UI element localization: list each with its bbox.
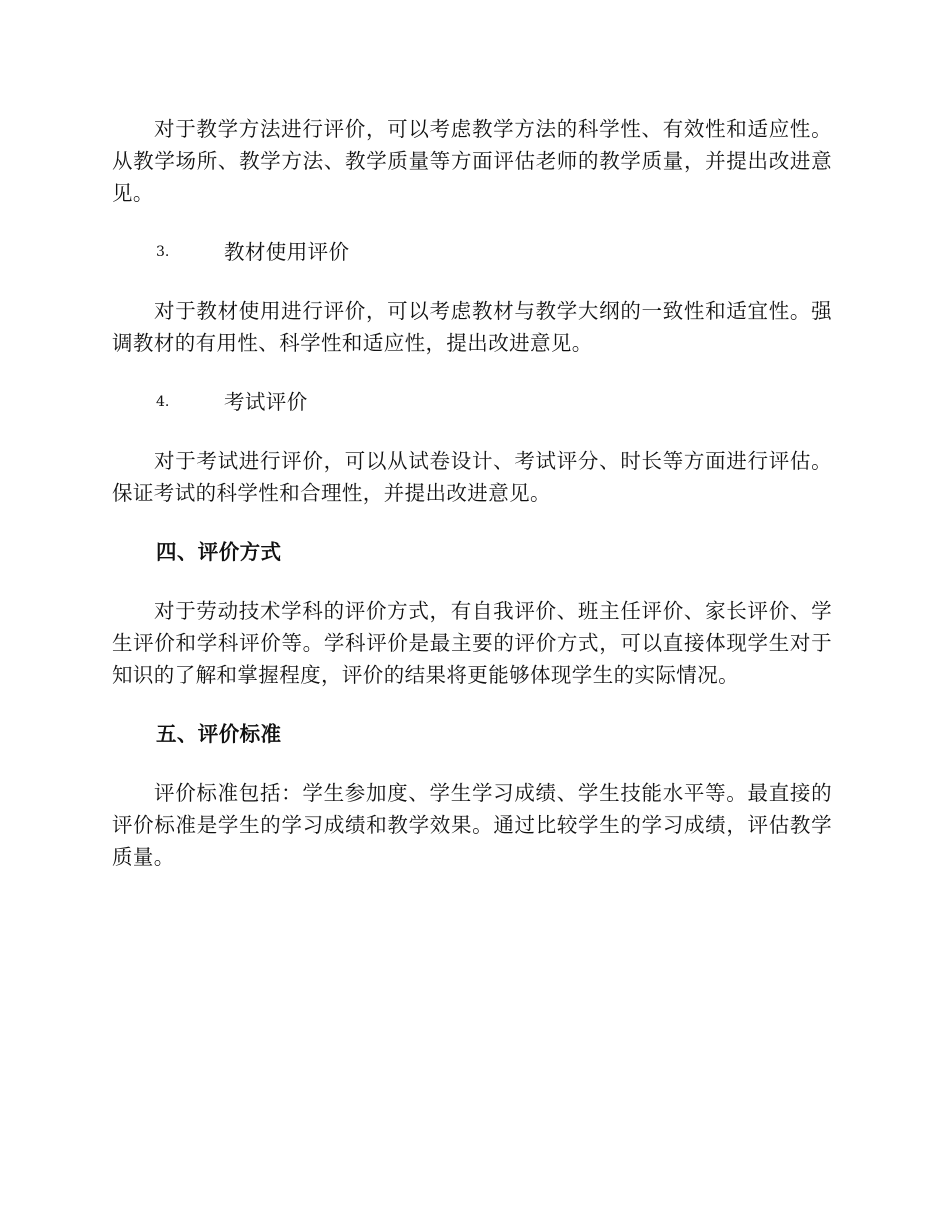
list-item-textbook-evaluation bbox=[112, 236, 832, 268]
list-item-title: 教材使用评价 bbox=[224, 240, 350, 264]
spacer bbox=[112, 691, 832, 718]
section-heading-evaluation-methods: 四、评价方式 bbox=[156, 540, 282, 564]
paragraph-evaluation-standards: 评价标准包括：学生参加度、学生学习成绩、学生技能水平等。最直接的评价标准是学生的学习成绩和教学效果。通过比较学生的学习成绩，评估教学质量。 bbox=[112, 781, 832, 869]
spacer bbox=[112, 209, 832, 236]
list-item-number: 3. bbox=[156, 244, 170, 260]
document-body bbox=[112, 113, 832, 873]
list-item-exam-evaluation bbox=[112, 386, 832, 418]
paragraph-teaching-method-evaluation: 对于教学方法进行评价，可以考虑教学方法的科学性、有效性和适应性。从教学场所、教学方法、教学质量等方面评估老师的教学质量，并提出改进意见。 bbox=[112, 117, 832, 205]
paragraph-exam-evaluation: 对于考试进行评价，可以从试卷设计、考试评分、时长等方面进行评估。保证考试的科学性和合理性，并提出改进意见。 bbox=[112, 449, 832, 505]
list-item-title: 考试评价 bbox=[224, 390, 308, 414]
paragraph-evaluation-methods: 对于劳动技术学科的评价方式，有自我评价、班主任评价、家长评价、学生评价和学科评价等。学科评价是最主要的评价方式，可以直接体现学生对于知识的了解和掌握程度，评价的结果将更能够体现学生的实际情况。 bbox=[112, 599, 832, 687]
spacer bbox=[112, 750, 832, 777]
paragraph-textbook-evaluation: 对于教材使用进行评价，可以考虑教材与教学大纲的一致性和适宜性。强调教材的有用性、科学性和适应性，提出改进意见。 bbox=[112, 299, 832, 355]
spacer bbox=[112, 418, 832, 445]
spacer bbox=[112, 359, 832, 386]
section-heading-evaluation-standards: 五、评价标准 bbox=[156, 722, 282, 746]
spacer bbox=[112, 509, 832, 536]
list-item-number: 4. bbox=[156, 394, 170, 410]
spacer bbox=[112, 568, 832, 595]
spacer bbox=[112, 268, 832, 295]
